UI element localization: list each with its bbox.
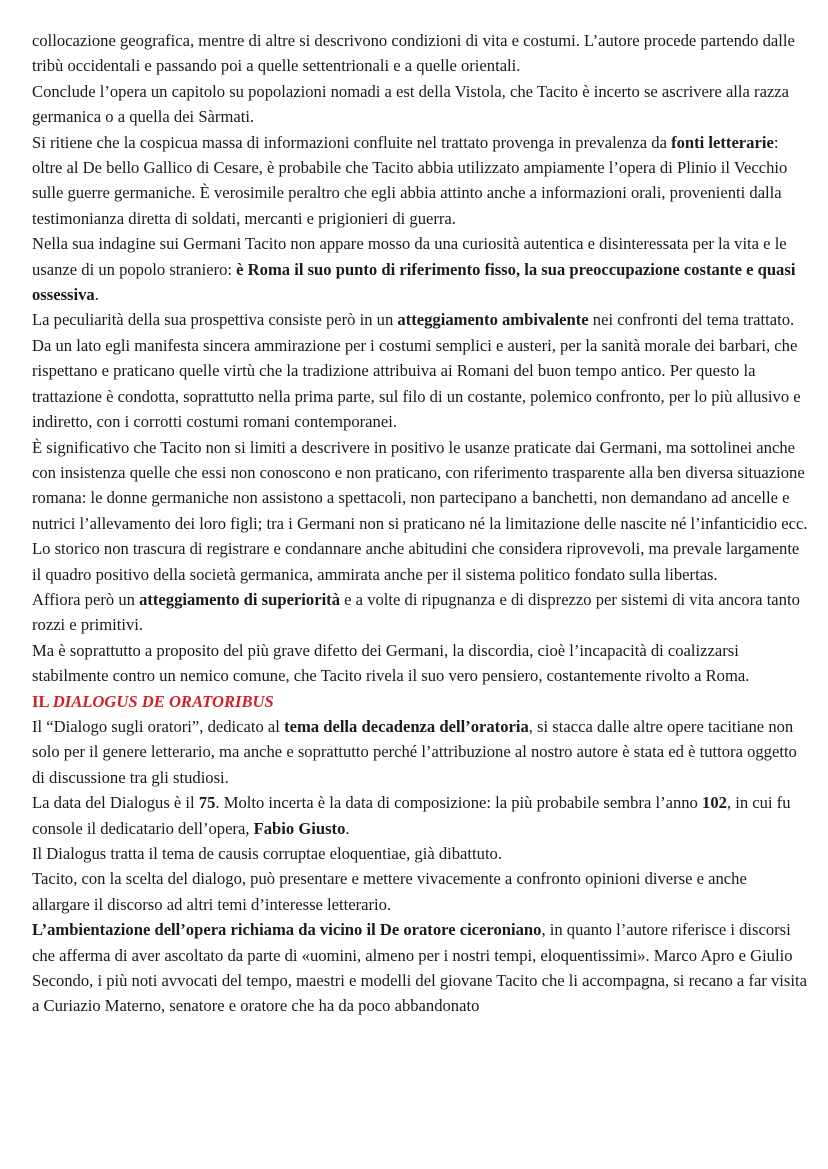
paragraph-7: Affiora però un atteggiamento di superiorità e a volte di ripugnanza e di disprezzo per sistemi di vita ancora tanto rozzi e primitivi. [32, 589, 800, 635]
document-body [32, 28, 808, 1019]
bold-atteggiamento-ambivalente: atteggiamento ambivalente [397, 310, 589, 330]
bold-atteggiamento-superiorita: atteggiamento di superiorità [139, 589, 341, 609]
paragraph-8: Ma è soprattutto a proposito del più grave difetto dei Germani, la discordia, cioè l’incapacità di coalizzarsi stabilmente contro un nemico comune, che Tacito rivela il suo vero pensiero, costantemente rivolto a Roma. [32, 640, 750, 686]
paragraph-6: È significativo che Tacito non si limiti a descrivere in positivo le usanze praticate dai Germani, ma sottolinei anche con insistenza quelle che essi non conoscono e non praticano, con riferimento trasparente alla ben diversa situazione romana: le donne germaniche non assistono a spettacoli, non partecipano a banchetti, non demandano ad ancelle e nutrici l’allevamento dei loro figli; tra i Germani non si praticano né la limitazione delle nascite né l’infanticidio ecc. Lo storico non trascura di registrare e condannare anche abitudini che considera riprovevoli, ma prevale largamente il quadro positivo della società germanica, ammirata anche per il sistema politico fondato sulla libertas. [32, 437, 808, 584]
bold-roma-riferimento: è Roma il suo punto di riferimento fisso, la sua preoccupazione costante e quasi ossessiva [32, 259, 796, 305]
bold-ambientazione: L’ambientazione dell’opera richiama da vicino il De oratore ciceroniano [32, 920, 542, 940]
bold-fabio-giusto: Fabio Giusto [253, 818, 346, 838]
paragraph-11: Il Dialogus tratta il tema de causis corruptae eloquentiae, già dibattuto. [32, 844, 502, 863]
bold-fonti-letterarie: fonti letterarie [671, 132, 774, 152]
section-heading: IL DIALOGUS DE ORATORIBUS [32, 691, 274, 711]
paragraph-4: Nella sua indagine sui Germani Tacito non appare mosso da una curiosità autentica e disinteressata per la vita e le usanze di un popolo straniero: è Roma il suo punto di riferimento fisso, la sua preoccupazione costante e quasi ossessiva. [32, 234, 796, 305]
paragraph-10: La data del Dialogus è il 75. Molto incerta è la data di composizione: la più probabile sembra l’anno 102, in cui fu console il dedicatario dell’opera, Fabio Giusto. [32, 793, 791, 838]
paragraph-3: Si ritiene che la cospicua massa di informazioni confluite nel trattato provenga in prevalenza da fonti letterarie: oltre al De bello Gallico di Cesare, è probabile che Tacito abbia utilizzato ampiamente l’opera di Plinio il Vecchio sulle guerre germaniche. È verosimile peraltro che egli abbia attinto anche a informazioni orali, provenienti dalla testimonianza diretta di soldati, mercanti e prigionieri di guerra. [32, 132, 788, 228]
paragraph-12: Tacito, con la scelta del dialogo, può presentare e mettere vivacemente a confronto opinioni diverse e anche allargare il discorso ad altri temi d’interesse letterario. [32, 869, 747, 914]
paragraph-5: La peculiarità della sua prospettiva consiste però in un atteggiamento ambivalente nei confronti del tema trattato. Da un lato egli manifesta sincera ammirazione per i costumi semplici e austeri, per la sanità morale dei barbari, che rispettano e praticano quelle virtù che la tradizione attribuiva ai Romani del buon tempo antico. Per questo la trattazione è condotta, soprattutto nella prima parte, sul filo di un costante, polemico confronto, per lo più allusivo e indiretto, con i corrotti costumi romani contemporanei. [32, 310, 801, 432]
paragraph-1: collocazione geografica, mentre di altre si descrivono condizioni di vita e costumi. L’autore procede partendo dalle tribù occidentali e passando poi a quelle settentrionali e a quelle orientali. [32, 31, 795, 76]
bold-year-75: 75 [198, 793, 216, 813]
paragraph-9: Il “Dialogo sugli oratori”, dedicato al tema della decadenza dell’oratoria, si stacca dalle altre opere tacitiane non solo per il genere letterario, ma anche e soprattutto perché l’attribuzione al nostro autore è stata ed è tuttora oggetto di discussione tra gli studiosi. [32, 716, 797, 787]
bold-decadenza-oratoria: tema della decadenza dell’oratoria [284, 716, 529, 736]
paragraph-13: L’ambientazione dell’opera richiama da vicino il De oratore ciceroniano, in quanto l’autore riferisce i discorsi che afferma di aver ascoltato da parte di «uomini, almeno per i nostri tempi, eloquentissimi». Marco Apro e Giulio Secondo, i più noti avvocati del tempo, maestri e modelli del giovane Tacito che li accompagna, si recano a far visita a Curiazio Materno, senatore e oratore che ha da poco abbandonato [32, 920, 807, 1016]
paragraph-2: Conclude l’opera un capitolo su popolazioni nomadi a est della Vistola, che Tacito è incerto se ascrivere alla razza germanica o a quella dei Sàrmati. [32, 81, 790, 127]
bold-year-102: 102 [702, 793, 727, 813]
